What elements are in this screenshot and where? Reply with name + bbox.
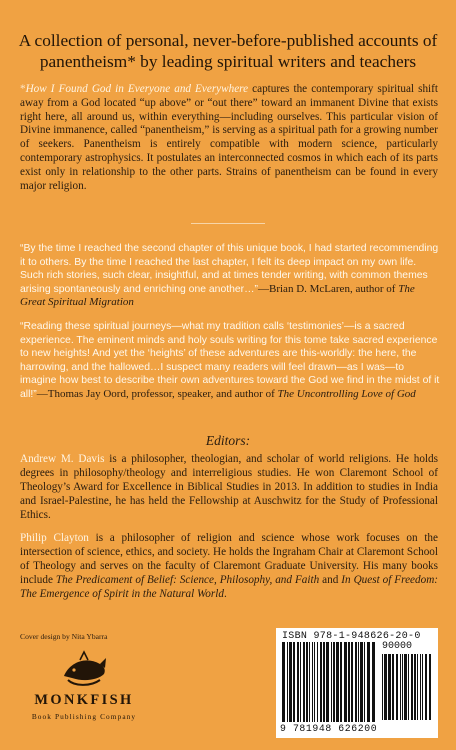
publisher-subtitle: Book Publishing Company bbox=[31, 712, 137, 721]
endorser-book: The Uncontrolling Love of God bbox=[277, 387, 416, 400]
publisher-logo bbox=[16, 650, 152, 732]
editor-name: Andrew M. Davis bbox=[20, 453, 105, 465]
endorsement-attribution: —Thomas Jay Oord, professor, speaker, and author of The Uncontrolling Love of God bbox=[36, 387, 416, 400]
price-barcode-bars bbox=[382, 654, 432, 720]
barcode-digits: 9 781948 626200 bbox=[280, 723, 378, 734]
footnote-mark: * bbox=[20, 83, 26, 95]
endorsement-attribution: —Brian D. McLaren, author of The Great Spiritual Migration bbox=[20, 282, 415, 309]
barcode-bars bbox=[282, 642, 378, 722]
editor-bio-text: is a philosopher of religion and science whose work focuses on the intersection of science, ethics, and society. He holds the Ingraham Chair at Claremont School of Theology and serves on the faculty of Claremont Graduate University. His many books include bbox=[20, 532, 438, 586]
headline: A collection of personal, never-before-published accounts of panentheism* by leading spiritual writers and teachers bbox=[18, 31, 438, 71]
editor-bio-text: is a philosopher, theologian, and scholar of world religions. He holds degrees in philosophy/theology and interreligious studies. He won Claremont School of Theology’s Award for Excellence in Biblical Studies in 2013. In addition to studies in India and Israel-Palestine, he has held the Fellowship at Auschwitz for the Study of Professional Ethics. bbox=[20, 453, 438, 521]
editor-book: In Quest of Freedom: The Emergence of Spirit in the Natural World bbox=[20, 573, 439, 600]
endorsement-quote: “By the time I reached the second chapter of this unique book, I had started recommending it to others. By the time I reached the last chapter, I felt its deep impact on my own life. Such rich stories, such clear, insightful, and at times tender writing, with common themes arising spontaneously and enriching one another…” bbox=[20, 243, 439, 295]
endorsement-quote: “Reading these spiritual journeys—what my tradition calls ‘testimonies’—is a sacred experience. The eminent minds and holy souls writing for this tome take sacred experience to new heights! And yet the ‘heights’ of these adventures are this-worldly: the here, the harrowing, and the hallowed…I suspect many readers will feel drawn—as I was—to imagine how best to describe their own adventures toward the God we find in the midst of it all!” bbox=[20, 321, 440, 400]
divider bbox=[191, 223, 265, 224]
editor-book: The Predicament of Belief: Science, Philosophy, and Faith bbox=[55, 573, 320, 586]
isbn-barcode bbox=[276, 628, 438, 738]
editor-name: Philip Clayton bbox=[20, 532, 89, 544]
intro-text: captures the contemporary spiritual shift away from a God located “up above” or “out there” toward an immanent Divine that exists right here, all around us, within everything—including ourselves. This particular vision of Divine immanence, called “panentheism,” is serving as a spiritual path for a growing number of seekers. Panentheism is entirely compatible with modern science, particularly contemporary astrophysics. It postulates an interconnected cosmos in which each of its parts exist only in relationship to the other parts. Strains of panentheism can be found in every major religion. bbox=[20, 83, 438, 192]
editor-bio-davis bbox=[20, 453, 438, 523]
isbn-number: ISBN 978-1-948626-20-0 bbox=[282, 631, 421, 642]
intro-paragraph bbox=[20, 83, 438, 193]
editors-heading: Editors: bbox=[205, 433, 251, 448]
price-code: 90000 bbox=[382, 641, 413, 652]
endorser-book: The Great Spiritual Migration bbox=[20, 282, 415, 309]
book-title: How I Found God in Everyone and Everywhere bbox=[25, 83, 249, 95]
cover-design-credit: Cover design by Nita Ybarra bbox=[20, 632, 108, 641]
editor-bio-clayton: Philip Clayton is a philosopher of religion and science whose work focuses on the intersection of science, ethics, and society. He holds the Ingraham Chair at Claremont School of Theology and serves on the faculty of Claremont Graduate University. His many books include The Predicament of Belief: Science, Philosophy, and Faith and In Quest of Freedom: The Emergence of Spirit in the Natural World. bbox=[20, 532, 439, 600]
endorsement-oord bbox=[20, 320, 440, 402]
endorsement-mclaren bbox=[20, 242, 440, 310]
fish-icon bbox=[60, 650, 108, 690]
publisher-name: MONKFISH bbox=[34, 692, 134, 708]
